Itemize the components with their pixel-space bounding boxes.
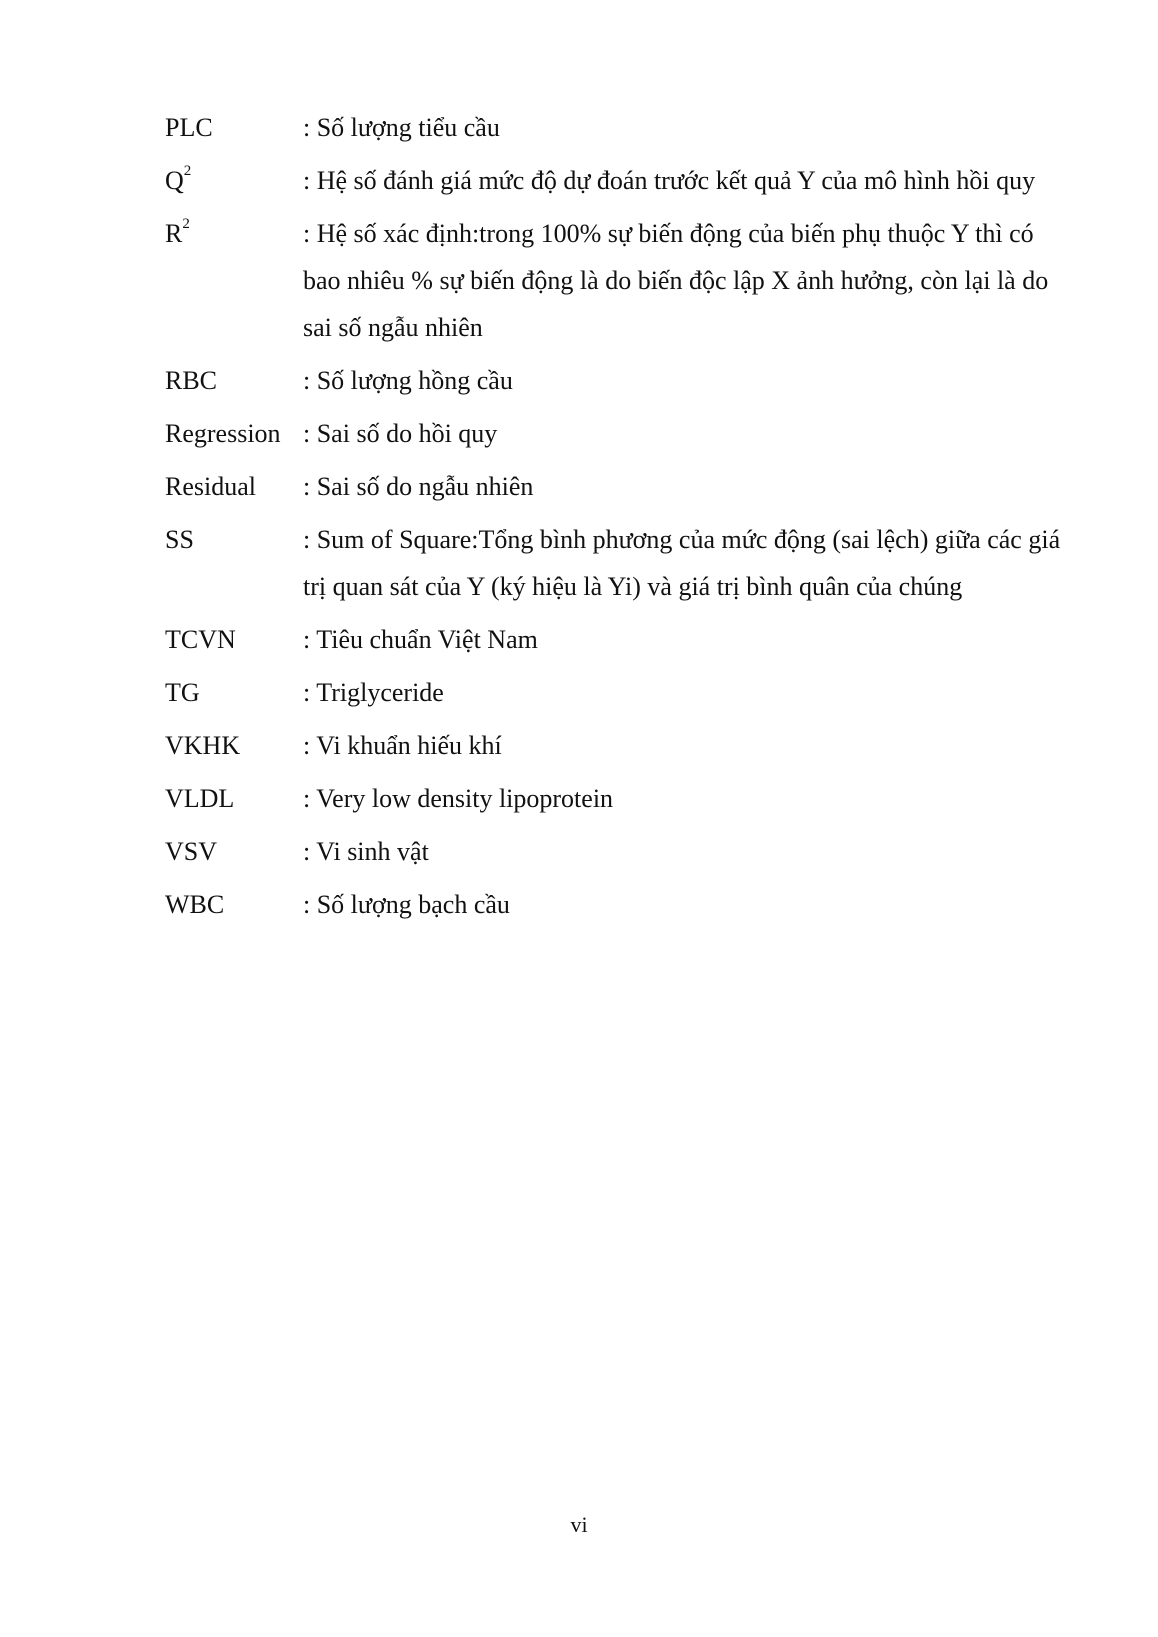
abbreviation-term: VKHK [165,731,241,760]
abbreviation-definition: : Sum of Square:Tổng bình phương của mức động (sai lệch) giữa các giá trị quan sát của Y (ký hiệu là Yi) và giá trị bình quân của chúng [303,525,1061,601]
abbreviation-entry [165,828,1065,875]
page-number: vi [570,1512,588,1537]
abbreviation-definition: : Vi sinh vật [303,837,429,866]
abbreviation-definition: : Hệ số xác định:trong 100% sự biến động của biến phụ thuộc Y thì có bao nhiêu % sự biến động là do biến độc lập X ảnh hưởng, còn lại là do sai số ngẫu nhiên [303,219,1049,342]
abbreviation-entry [165,775,1065,822]
abbreviation-definition: : Sai số do hồi quy [303,419,498,448]
abbreviation-list [165,104,1065,934]
abbreviation-entry [165,616,1065,663]
abbreviation-term: VLDL [165,784,235,813]
abbreviation-entry [165,881,1065,928]
abbreviation-entry [165,210,1065,351]
abbreviation-definition: : Số lượng hồng cầu [303,366,513,395]
abbreviation-definition: : Vi khuẩn hiếu khí [303,731,502,760]
abbreviation-entry [165,722,1065,769]
abbreviation-entry [165,157,1065,204]
abbreviation-entry [165,516,1065,610]
abbreviation-definition: : Số lượng tiểu cầu [303,113,500,142]
abbreviation-term: TCVN [165,625,236,654]
abbreviation-definition: : Số lượng bạch cầu [303,890,510,919]
abbreviation-entry [165,104,1065,151]
abbreviation-definition: : Triglyceride [303,678,444,707]
abbreviation-term: Regression [165,419,281,448]
abbreviation-definition: : Sai số do ngẫu nhiên [303,472,534,501]
abbreviation-entry [165,410,1065,457]
abbreviation-term: VSV [165,837,218,866]
abbreviation-term: $Q^2$ [165,163,192,195]
abbreviation-definition: : Tiêu chuẩn Việt Nam [303,625,538,654]
abbreviation-term: RBC [165,366,218,395]
abbreviation-term: PLC [165,113,213,142]
abbreviation-definition: : Very low density lipoprotein [303,784,614,813]
abbreviation-definition: : Hệ số đánh giá mức độ dự đoán trước kết quả Y của mô hình hồi quy [303,166,1036,195]
abbreviation-term: WBC [165,890,225,919]
abbreviation-term: TG [165,678,200,707]
abbreviation-entry [165,463,1065,510]
abbreviation-term: $R^2$ [165,216,190,248]
abbreviation-term: Residual [165,472,256,501]
abbreviation-entry [165,357,1065,404]
abbreviation-entry [165,669,1065,716]
abbreviation-term: SS [165,525,194,554]
